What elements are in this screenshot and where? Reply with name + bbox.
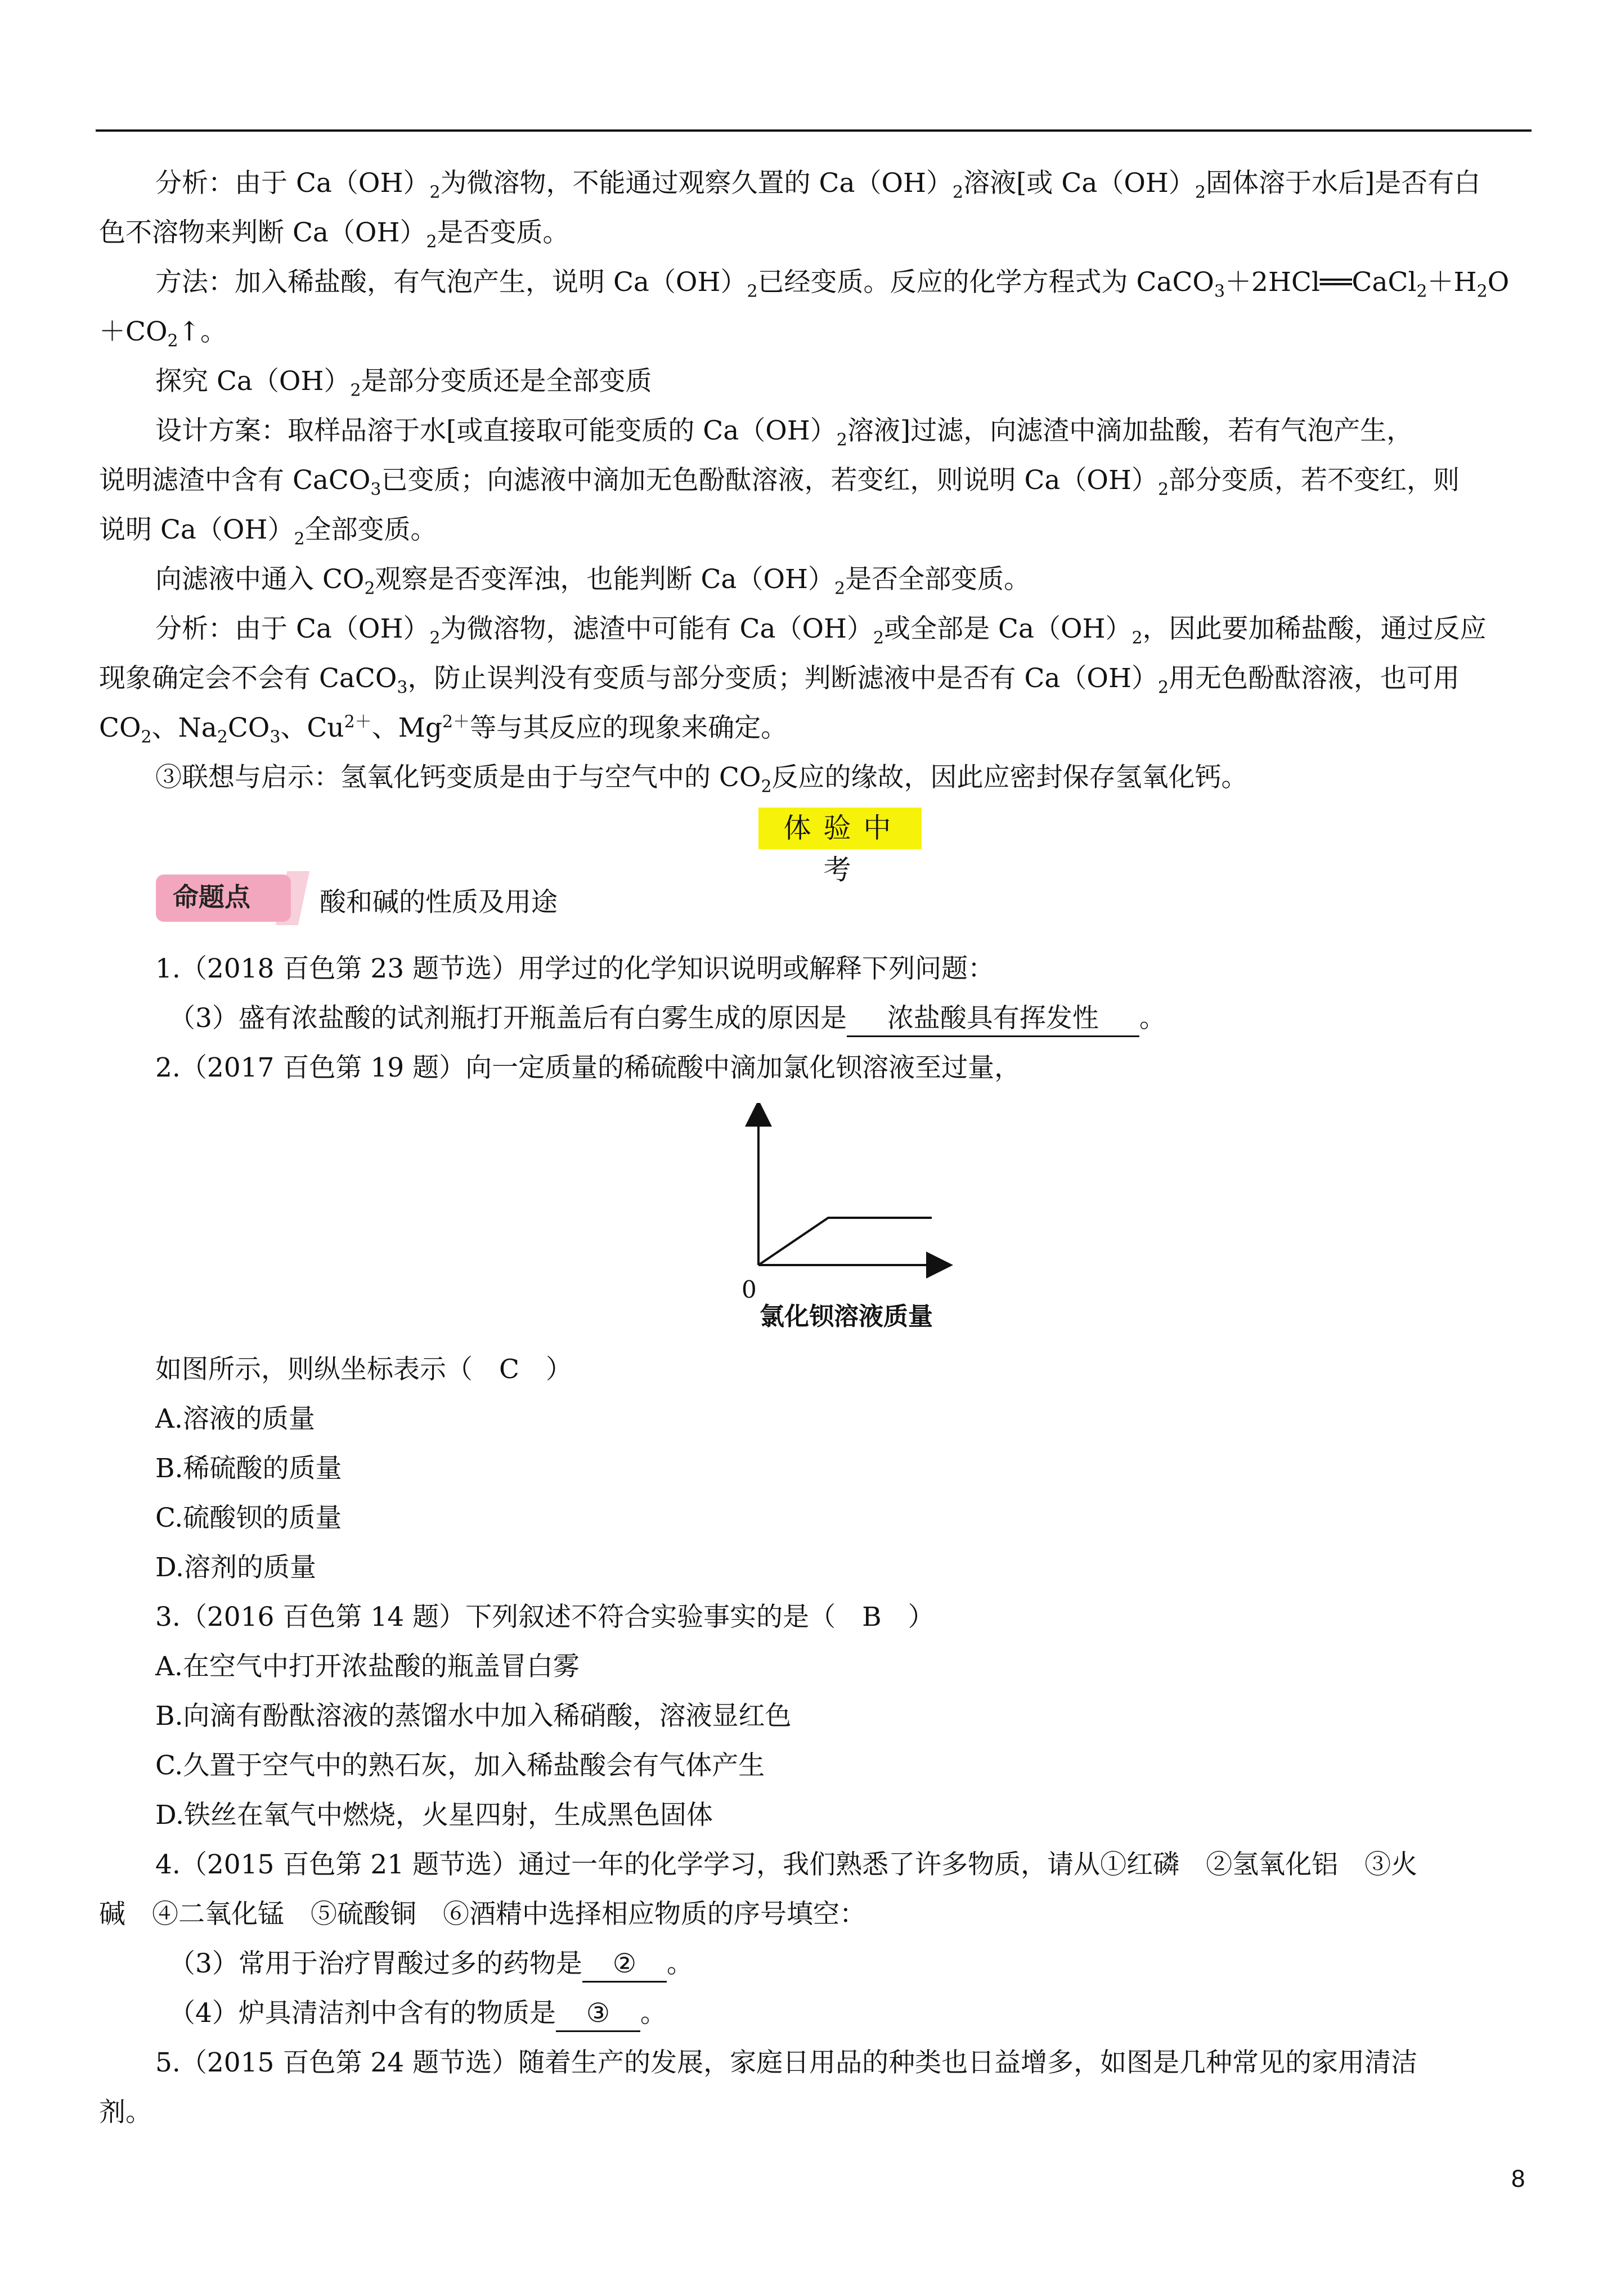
method-line2: $+CO_2↑$。 [99,316,227,351]
q2-stem: 2.（2017 百色第 19 题）向一定质量的稀硫酸中滴加氯化钡溶液至过量， [155,1052,1021,1083]
design-line1: 设计方案：取样品溶于水[或直接取可能变质的 $Ca(OH)_2$溶液]过滤，向滤渣中滴加盐酸，若有气泡产生， [155,415,1413,450]
header-rule [96,129,1532,132]
q2-option-c: C.硫酸钡的质量 [155,1503,342,1533]
graph-curve [758,1218,932,1265]
analysis2-line3: $CO_2$、$Na_2CO_3$、$Cu^{2+}$、$Mg^{2+}$等与其反应的现象来确定。 [99,712,788,747]
q4-stem-line1: 4.（2015 百色第 21 题节选）通过一年的化学学习，我们熟悉了许多物质，请从①红磷 ②氢氧化铝 ③火 [155,1849,1418,1880]
graph-origin-label: 0 [742,1276,757,1303]
q2-option-b: B.稀硫酸的质量 [155,1453,342,1484]
q2-option-d: D.溶剂的质量 [155,1552,316,1583]
graph-x-axis-label: 氯化钡溶液质量 [760,1302,933,1331]
q1-answer-blank: 浓盐酸具有挥发性 [847,1002,1139,1037]
method-line1: 方法：加入稀盐酸，有气泡产生，说明 $Ca(OH)_2$已经变质。反应的化学方程式为 $CaCO_3+2HCl══CaCl_2+H_2O$ [155,267,1510,302]
analysis1-line2: 色不溶物来判断 $Ca(OH)_2$是否变质。 [99,217,569,252]
topic-title: 酸和碱的性质及用途 [320,887,558,918]
section-title: 体验中考 [758,808,922,849]
q3-option-b: B.向滴有酚酞溶液的蒸馏水中加入稀硝酸，溶液显红色 [155,1701,792,1732]
topic-badge [156,875,291,922]
explore-line: 探究 $Ca(OH)_2$是部分变质还是全部变质 [155,366,652,401]
q2-ask: 如图所示，则纵坐标表示（ C ） [155,1354,572,1385]
q4-part4-blank: ③ [556,1997,640,2032]
page-number: 8 [1511,2165,1525,2192]
inspire-line: ③联想与启示：氢氧化钙变质是由于与空气中的 $CO_2$反应的缘故，因此应密封保存氢氧化钙。 [155,762,1248,797]
analysis2-line1: 分析：由于 $Ca(OH)_2$为微溶物，滤渣中可能有 $Ca(OH)_2$或全部是 $Ca(OH)_2$，因此要加稀盐酸，通过反应 [155,613,1487,648]
q4-part4: （4）炉具清洁剂中含有的物质是 ③ 。 [169,1997,667,2032]
topic-badge-label: 命题点 [173,882,250,912]
q5-stem-line2: 剂。 [99,2097,152,2128]
design-line3: 说明 $Ca(OH)_2$全部变质。 [99,514,437,549]
q3-option-d: D.铁丝在氧气中燃烧，火星四射，生成黑色固体 [155,1800,713,1831]
q3-stem: 3.（2016 百色第 14 题）下列叙述不符合实验事实的是（ B ） [155,1602,935,1633]
q1-stem: 1.（2018 百色第 23 题节选）用学过的化学知识说明或解释下列问题： [155,953,995,984]
design-line2: 说明滤渣中含有 CaCO$_3$已变质；向滤液中滴加无色酚酞溶液，若变红，则说明 $Ca(OH)_2$部分变质，若不变红，则 [99,465,1460,500]
q1-part3: （3）盛有浓盐酸的试剂瓶打开瓶盖后有白雾生成的原因是 浓盐酸具有挥发性 。 [169,1002,1166,1037]
q2-option-a: A.溶液的质量 [155,1403,315,1434]
q4-stem-line2: 碱 ④二氧化锰 ⑤硫酸铜 ⑥酒精中选择相应物质的序号填空： [99,1899,866,1930]
q5-stem-line1: 5.（2015 百色第 24 题节选）随着生产的发展，家庭日用品的种类也日益增多，如图是几种常见的家用清洁 [155,2047,1418,2078]
analysis1-line1: 分析：由于 $Ca(OH)_2$为微溶物，不能通过观察久置的 $Ca(OH)_2$溶液[或 $Ca(OH)_2$固体溶于水后]是否有白 [155,168,1481,203]
co2-line: 向滤液中通入 $CO_2$观察是否变浑浊，也能判断 $Ca(OH)_2$是否全部变质。 [155,564,1031,599]
q4-part3: （3）常用于治疗胃酸过多的药物是 ② 。 [169,1947,693,1983]
q3-option-a: A.在空气中打开浓盐酸的瓶盖冒白雾 [155,1651,580,1682]
q3-option-c: C.久置于空气中的熟石灰，加入稀盐酸会有气体产生 [155,1750,765,1781]
analysis2-line2: 现象确定会不会有 CaCO$_3$，防止误判没有变质与部分变质；判断滤液中是否有 $Ca(OH)_2$用无色酚酞溶液，也可用 [99,663,1460,698]
q4-part3-blank: ② [582,1947,667,1983]
